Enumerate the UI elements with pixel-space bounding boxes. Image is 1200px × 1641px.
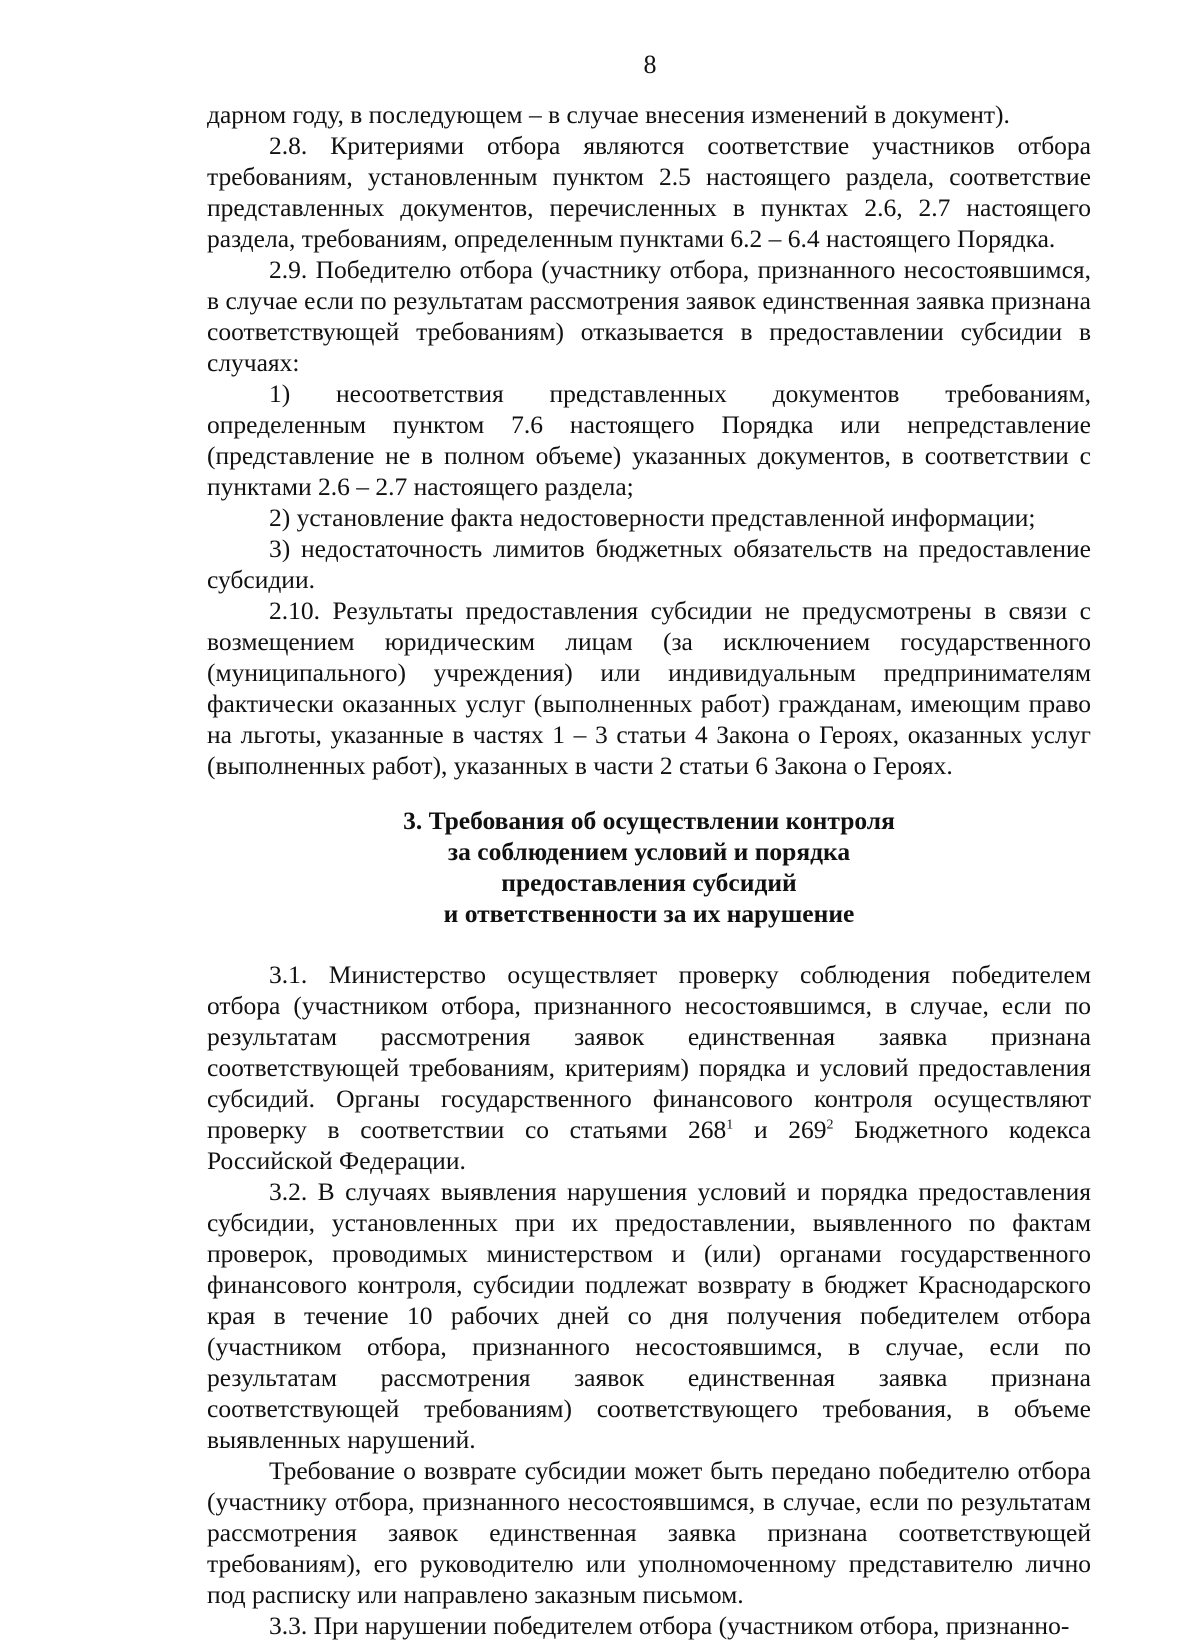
page-number: 8 — [643, 50, 657, 79]
section-heading-line: 3. Требования об осуществлении контроля — [403, 806, 895, 835]
document-body — [207, 99, 1091, 1641]
section-heading — [207, 805, 1091, 929]
list-item-3: 3) недостаточность лимитов бюджетных обязательств на предоставление субсидии. — [207, 534, 1091, 594]
paragraph-2-8: 2.8. Критериями отбора являются соответствие участников отбора требованиям, установленным пунктом 2.5 настоящего раздела, соответствие представленных документов, перечисленных в пунктах 2.6, 2.7 настоящего раздела, требованиям, определенным пунктами 6.2 – 6.4 настоящего Порядка. — [207, 131, 1091, 253]
section-heading-line: и ответственности за их нарушение — [443, 899, 855, 928]
section-heading-line: за соблюдением условий и порядка — [447, 837, 851, 866]
superscript: 2 — [826, 1117, 834, 1133]
paragraph-3-1-text: 3.1. Министерство осуществляет проверку соблюдения победителем отбора (участником отбора, признанного несостоявшимся, в случае, если по результатам рассмотрения заявок единственная заявка признана соответствующей требованиям, критериям) порядка и условий предоставления субсидий. Органы государственного финансового контроля осуществляют проверку в соответствии со статьями 268 — [207, 960, 1091, 1144]
paragraph-2-10: 2.10. Результаты предоставления субсидии не предусмотрены в связи с возмещением юридическим лицам (за исключением государственного (муниципального) учреждения) или индивидуальным предпринимателям фактически оказанных услуг (выполненных работ) гражданам, имеющим право на льготы, указанные в частях 1 – 3 статьи 4 Закона о Героях, оказанных услуг (выполненных работ), указанных в части 2 статьи 6 Закона о Героях. — [207, 596, 1091, 780]
paragraph-3-1-text: Бюджетного кодекса Российской Федерации. — [207, 1115, 1091, 1175]
paragraph-3-2: 3.2. В случаях выявления нарушения условий и порядка предоставления субсидии, установленных при их предоставлении, выявленного по фактам проверок, проводимых министерством и (или) органами государственного финансового контроля, субсидии подлежат возврату в бюджет Краснодарского края в течение 10 рабочих дней со дня получения победителем отбора (участником отбора, признанного несостоявшимся, в случае, если по результатам рассмотрения заявок единственная заявка признана соответствующей требованиям) соответствующего требования, в объеме выявленных нарушений. — [207, 1177, 1091, 1454]
paragraph-3-3: 3.3. При нарушении победителем отбора (участником отбора, признанно- — [269, 1611, 1070, 1640]
section-heading-line: предоставления субсидий — [501, 868, 797, 897]
paragraph-continuation: дарном году, в последующем – в случае внесения изменений в документ). — [207, 100, 1010, 129]
paragraph-3-1-text: и 269 — [733, 1115, 827, 1144]
list-item-2: 2) установление факта недостоверности представленной информации; — [269, 503, 1036, 532]
paragraph-3-1 — [207, 959, 1091, 1176]
list-item-1: 1) несоответствия представленных документов требованиям, определенным пунктом 7.6 настоящего Порядка или непредставление (представление не в полном объеме) указанных документов, в соответствии с пунктами 2.6 – 2.7 настоящего раздела; — [207, 379, 1091, 501]
paragraph-2-9: 2.9. Победителю отбора (участнику отбора, признанного несостоявшимся, в случае если по результатам рассмотрения заявок единственная заявка признана соответствующей требованиям) отказывается в предоставлении субсидии в случаях: — [207, 255, 1091, 377]
superscript: 1 — [726, 1117, 734, 1133]
paragraph-demand: Требование о возврате субсидии может быть передано победителю отбора (участнику отбора, признанного несостоявшимся, в случае, если по результатам рассмотрения заявок единственная заявка признана соответствующей требованиям), его руководителю или уполномоченному представителю лично под расписку или направлено заказным письмом. — [207, 1456, 1091, 1609]
